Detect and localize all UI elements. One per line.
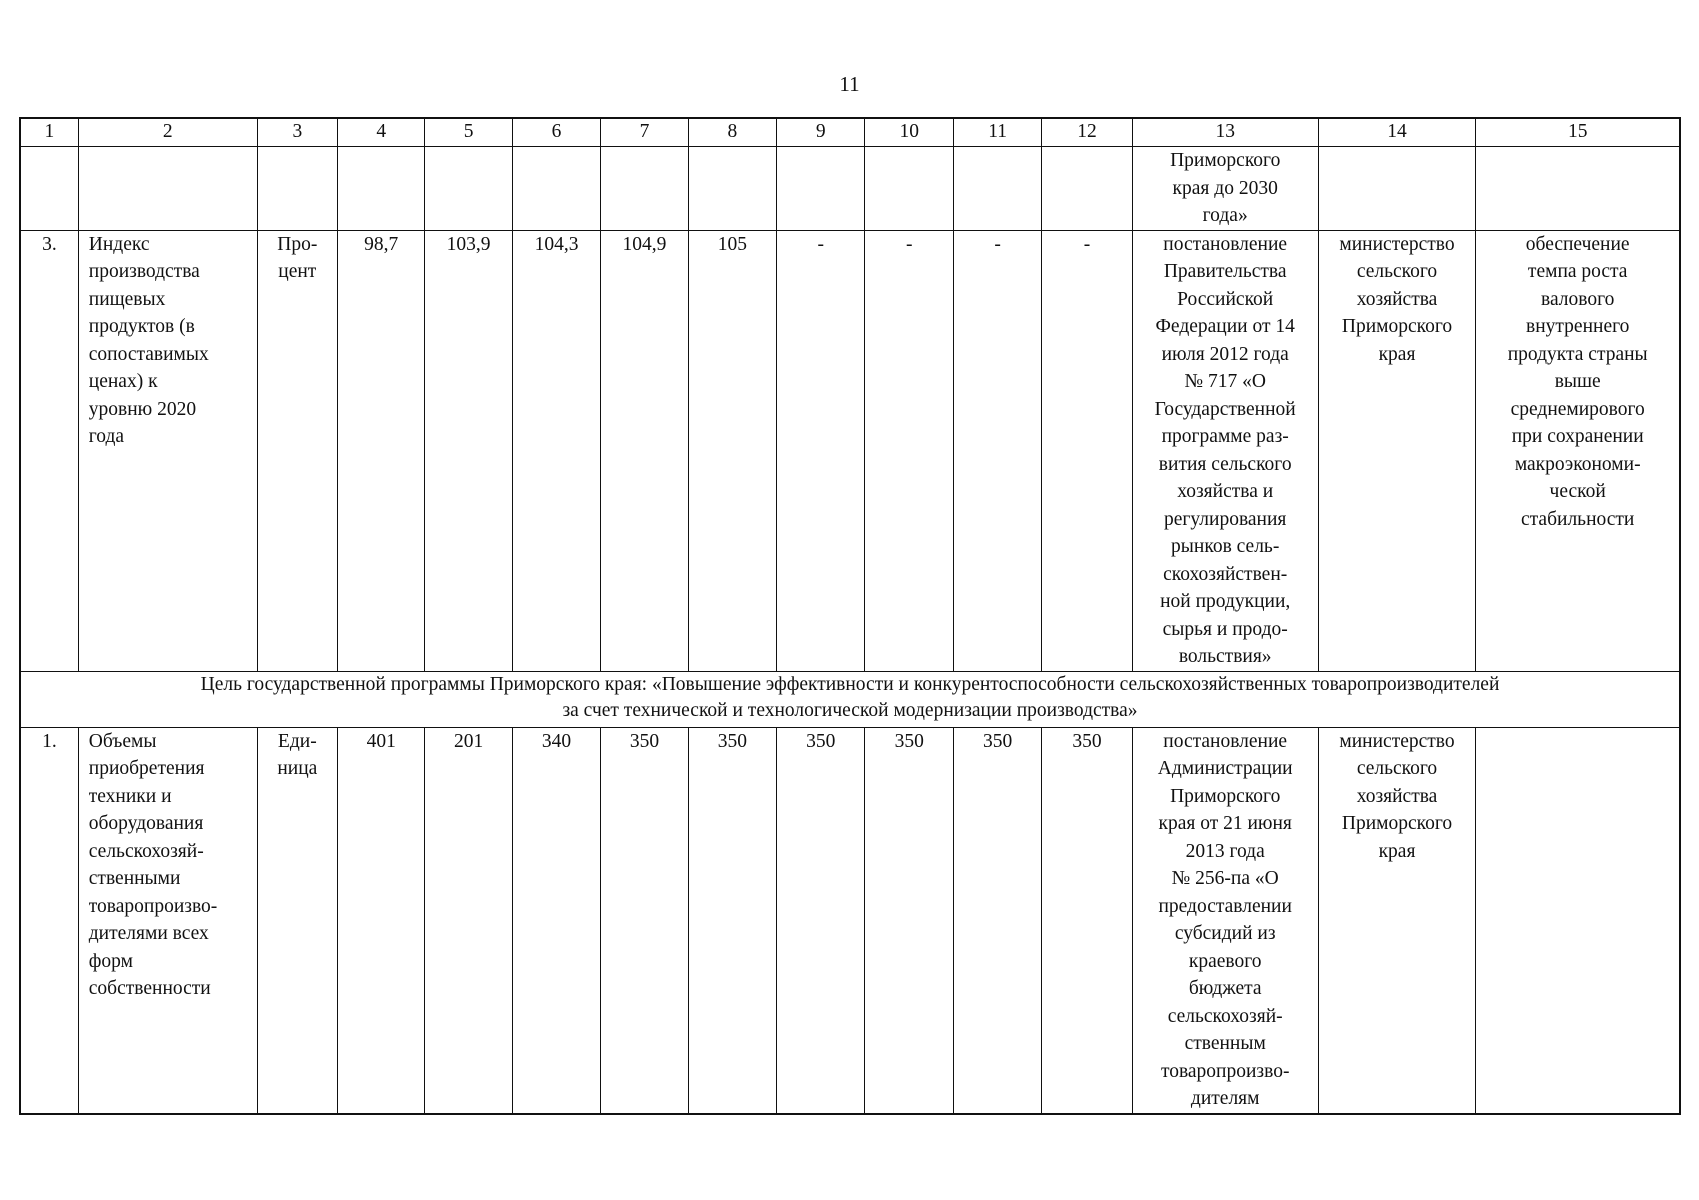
value-cell: 201 — [425, 727, 512, 1114]
indicator-row-3 — [20, 230, 1680, 671]
continuation-row — [20, 147, 1680, 231]
empty-cell — [1318, 147, 1476, 231]
indicator-name: Индекс производства пищевых продуктов (в сопоставимых ценах) к уровню 2020 года — [78, 230, 257, 671]
value-cell: 103,9 — [425, 230, 512, 671]
document-cell: постановление Правительства Российской Федерации от 14 июля 2012 года № 717 «О Государственной программе раз- вития сельского хозяйства и регулирования рынков сель- скохозяйствен- ной продукции, сырья и продо- вольствия» — [1132, 230, 1318, 671]
empty-cell — [865, 147, 953, 231]
header-cell: 2 — [78, 118, 257, 147]
header-cell: 11 — [953, 118, 1041, 147]
empty-cell — [338, 147, 425, 231]
value-cell: 104,9 — [601, 230, 688, 671]
header-cell: 7 — [601, 118, 688, 147]
document-continuation-cell: Приморского края до 2030 года» — [1132, 147, 1318, 231]
goal-link-cell — [1476, 727, 1680, 1114]
value-cell: 350 — [688, 727, 776, 1114]
header-cell: 9 — [777, 118, 865, 147]
header-cell: 15 — [1476, 118, 1680, 147]
value-cell: 104,3 — [512, 230, 600, 671]
document-cell: постановление Администрации Приморского края от 21 июня 2013 года № 256-па «О предоставлении субсидий из краевого бюджета сельскохозяй- ственным товаропроизво- дителям — [1132, 727, 1318, 1114]
empty-cell — [777, 147, 865, 231]
header-cell: 8 — [688, 118, 776, 147]
value-cell: - — [865, 230, 953, 671]
responsible-cell: министерство сельского хозяйства Приморского края — [1318, 230, 1476, 671]
value-cell: 401 — [338, 727, 425, 1114]
empty-cell — [953, 147, 1041, 231]
value-cell: 350 — [777, 727, 865, 1114]
responsible-cell: министерство сельского хозяйства Приморского края — [1318, 727, 1476, 1114]
header-cell: 14 — [1318, 118, 1476, 147]
unit-cell: Про- цент — [257, 230, 337, 671]
value-cell: 340 — [512, 727, 600, 1114]
indicator-row-1 — [20, 727, 1680, 1114]
empty-cell — [78, 147, 257, 231]
header-cell: 13 — [1132, 118, 1318, 147]
value-cell: 350 — [1042, 727, 1132, 1114]
unit-cell: Еди- ница — [257, 727, 337, 1114]
value-cell: 350 — [953, 727, 1041, 1114]
indicator-name: Объемы приобретения техники и оборудования сельскохозяй- ственными товаропроизво- дителями всех форм собственности — [78, 727, 257, 1114]
empty-cell — [1042, 147, 1132, 231]
empty-cell — [257, 147, 337, 231]
header-cell: 4 — [338, 118, 425, 147]
value-cell: - — [953, 230, 1041, 671]
program-goal: Цель государственной программы Приморского края: «Повышение эффективности и конкурентоспособности сельскохозяйственных товаропроизводителей за счет технической и технологической модернизации производства» — [20, 671, 1680, 727]
header-cell: 10 — [865, 118, 953, 147]
row-number: 1. — [20, 727, 78, 1114]
value-cell: 98,7 — [338, 230, 425, 671]
page-number: 11 — [839, 72, 860, 96]
header-row — [20, 118, 1680, 147]
empty-cell — [425, 147, 512, 231]
header-cell: 3 — [257, 118, 337, 147]
value-cell: 350 — [865, 727, 953, 1114]
goal-row — [20, 671, 1680, 727]
empty-cell — [601, 147, 688, 231]
value-cell: - — [1042, 230, 1132, 671]
indicators-table — [19, 117, 1681, 1115]
value-cell: - — [777, 230, 865, 671]
header-cell: 6 — [512, 118, 600, 147]
goal-link-cell: обеспечение темпа роста валового внутреннего продукта страны выше среднемирового при сохранении макроэкономи- ческой стабильности — [1476, 230, 1680, 671]
header-cell: 1 — [20, 118, 78, 147]
empty-cell — [20, 147, 78, 231]
row-number: 3. — [20, 230, 78, 671]
value-cell: 105 — [688, 230, 776, 671]
empty-cell — [512, 147, 600, 231]
header-cell: 5 — [425, 118, 512, 147]
value-cell: 350 — [601, 727, 688, 1114]
empty-cell — [688, 147, 776, 231]
empty-cell — [1476, 147, 1680, 231]
header-cell: 12 — [1042, 118, 1132, 147]
